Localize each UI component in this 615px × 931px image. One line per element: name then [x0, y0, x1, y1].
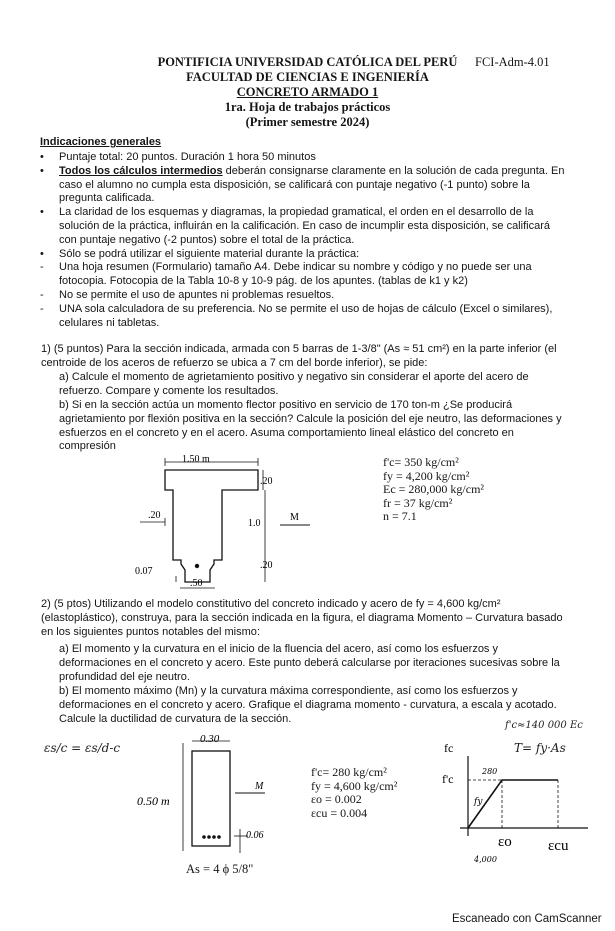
- stress-strain-curve: [438, 738, 598, 868]
- rect-section-outline: [192, 751, 230, 846]
- prop2-fc: f'c= 280 kg/cm²: [311, 765, 387, 779]
- header-course: CONCRETO ARMADO 1: [236, 85, 379, 99]
- q2-part-b: b) El momento máximo (Mn) y la curvatura máxima correspondiente, así como los esfuerzos y deformaciones en el concreto y acero. Grafique el diagrama momento - curvatura, a escala y acotado. Calcule la ductilidad de curvatura de la sección.: [59, 685, 557, 725]
- hand-4000: 4,000: [474, 855, 497, 864]
- hand-280: 280: [482, 767, 498, 776]
- curve-fpc-label: f'c: [442, 772, 454, 786]
- dim-flange-overhang: .20: [148, 510, 161, 521]
- moment-label-2: M: [255, 781, 264, 792]
- dash-formulary: - Una hoja resumen (Formulario) tamaño A4. Debe indicar su nombre y código y no puede ser una fotocopia. Fotocopia de la Tabla 10-8 y 10-9 pág. de los apuntes. (tablas de k1 y k2): [40, 261, 532, 288]
- dim-cover: 0.07: [135, 566, 153, 577]
- prop-fr: fr = 37 kg/cm²: [383, 495, 453, 510]
- prop-fc: f'c= 350 kg/cm²: [383, 455, 459, 469]
- dim-section-width: 0.30: [200, 733, 220, 745]
- prop2-ecu: εcu = 0.004: [311, 805, 368, 820]
- header-university: PONTIFICIA UNIVERSIDAD CATÓLICA DEL PERÚ: [157, 55, 458, 69]
- rebar-dot: [195, 564, 199, 568]
- q2-intro: 2) (5 ptos) Utilizando el modelo constitutivo del concreto indicado y acero de fy = 4,600 kg/cm² (elastoplástico), construya, para la sección indicada en la figura, el diagrama Momento – Curvatura basado en los siguientes puntos notables del mismo:: [41, 598, 563, 638]
- curve-eo-label: εo: [498, 834, 512, 850]
- prop-fy: fy = 4,200 kg/cm²: [383, 468, 470, 483]
- prop-ec: Ec = 280,000 kg/cm²: [383, 482, 485, 496]
- dim-top-width: 1.50 m: [182, 454, 210, 465]
- hand-ec: f'c≈140 000 Ec: [505, 720, 583, 731]
- dim-bottom-thickness: .20: [260, 560, 273, 571]
- t-beam-section-diagram: [120, 448, 320, 598]
- rect-section-diagram: [130, 733, 310, 863]
- curve-ecu-label: εcu: [548, 838, 569, 854]
- dim-height: 1.0: [248, 518, 261, 529]
- prop-n: n = 7.1: [383, 509, 417, 523]
- q2-part-a: a) El momento y la curvatura en el inicio de la fluencia del acero, así como los esfuerzos y deformaciones en el concreto y acero. Este punto deberá calcularse por iteraciones sucesivas sobre la profundidad del eje neutro.: [59, 643, 560, 683]
- q1-material-props: [383, 456, 484, 524]
- q1-part-b: b) Si en la sección actúa un momento flector positivo en servicio de 170 ton-m ¿Se producirá agrietamiento por flexión positiva en la sección? Calcule la posición del eje neutro, las deformaciones y esfuerzos en el concreto y en el acero. Asuma comportamiento lineal elástico del concreto en compresión: [59, 399, 562, 453]
- q1-part-a: a) Calcule el momento de agrietamiento positivo y negativo sin considerar el aporte del acero de refuerzo. Compare y comente los resultados.: [59, 371, 529, 397]
- general-list: [40, 151, 569, 330]
- steel-area: As = 4 ϕ 5/8": [186, 862, 254, 876]
- dash-notes: - No se permite el uso de apuntes ni problemas resueltos.: [40, 288, 335, 301]
- q1-intro: 1) (5 puntos) Para la sección indicada, armada con 5 barras de 1-3/8" (As ≈ 51 cm²) en la parte inferior (el centroide de los aceros de refuerzo se ubica a 7 cm del borde inferior), se pide:: [41, 343, 557, 369]
- general-title: Indicaciones generales: [40, 136, 162, 148]
- prop2-fy: fy = 4,600 kg/cm²: [311, 778, 398, 793]
- curve-fc-label: fc: [444, 741, 454, 755]
- prop2-eo: εo = 0.002: [311, 792, 362, 806]
- hand-fy: fy: [474, 797, 483, 807]
- t-beam-outline: [165, 470, 258, 582]
- hand-strain-ratio: εs/c = εs/d-c: [44, 741, 121, 755]
- bullet-calculations: • Todos los cálculos intermedios deberán consignarse claramente en la solución de cada pregunta. En caso el alumno no cumpla esta disposición, se calificará con puntaje negativo (-1 punto) sobre la pregunta calificada.: [40, 164, 565, 205]
- dash-calculator: - UNA sola calculadora de su preferencia. No se permite el uso de hojas de cálculo (Excel o similares), celulares ni tabletas.: [40, 302, 553, 329]
- dim-section-height: 0.50 m: [137, 794, 170, 808]
- form-code: FCI-Adm-4.01: [475, 55, 550, 69]
- moment-label: M: [290, 512, 299, 523]
- dim-bottom-width: .50: [190, 578, 203, 589]
- header-semester: (Primer semestre 2024): [245, 115, 370, 129]
- hand-tension: T= fy·As: [514, 741, 566, 755]
- q2-material-props: [311, 766, 397, 820]
- header-faculty: FACULTAD DE CIENCIAS E INGENIERÍA: [186, 70, 429, 84]
- header-sheet: 1ra. Hoja de trabajos prácticos: [224, 100, 391, 114]
- bullet-score: • Puntaje total: 20 puntos. Duración 1 hora 50 minutos: [40, 151, 316, 163]
- bullet-material: • Sólo se podrá utilizar el siguiente material durante la práctica:: [40, 247, 360, 260]
- rebar-dots: [202, 835, 221, 839]
- bullet-clarity: • La claridad de los esquemas y diagramas, la propiedad gramatical, el orden en el desarrollo de la solución de la práctica, influirán en la calificación. En caso de incumplir esta disposición, se calificará con puntaje negativo (-2 puntos) sobre el total de la práctica.: [40, 206, 550, 246]
- dim-cover-2: 0.06: [246, 830, 264, 841]
- camscanner-footer: Escaneado con CamScanner: [452, 913, 602, 925]
- dim-flange-thickness: .20: [260, 476, 273, 487]
